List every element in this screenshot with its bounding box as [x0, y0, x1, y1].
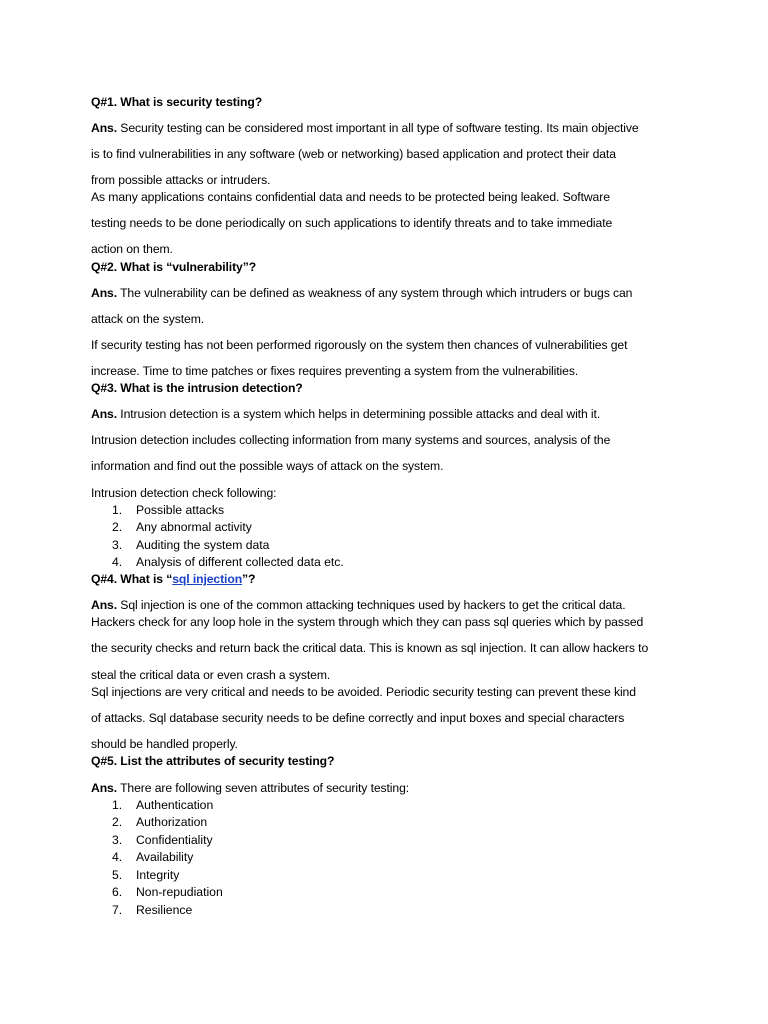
question-2-heading: Q#2. What is “vulnerability”?	[91, 260, 257, 274]
answer-1-line-4: As many applications contains confidential data and needs to be protected being leaked. Software	[91, 190, 610, 204]
answer-label: Ans.	[91, 407, 118, 421]
answer-text: Intrusion detection is a system which helps in determining possible attacks and deal with it.	[117, 407, 601, 421]
list-item: 2. Authorization	[112, 815, 208, 829]
list-item: 3. Confidentiality	[112, 833, 213, 847]
list-item: 4. Analysis of different collected data etc.	[112, 555, 344, 569]
answer-text: Sql injection is one of the common attacking techniques used by hackers to get the critical data.	[117, 598, 626, 612]
answer-4-line-2: Hackers check for any loop hole in the system through which they can pass sql queries which by passed	[91, 615, 644, 629]
list-item: 1. Authentication	[112, 798, 214, 812]
answer-1-line-3: from possible attacks or intruders.	[91, 173, 271, 187]
list-item: 1. Possible attacks	[112, 503, 225, 517]
list-item: 4. Availability	[112, 850, 194, 864]
answer-2-line-2: attack on the system.	[91, 312, 205, 326]
answer-2-line-1	[91, 286, 632, 300]
answer-4-line-3: the security checks and return back the critical data. This is known as sql injection. It can allow hackers to	[91, 641, 649, 655]
answer-1-line-6: action on them.	[91, 242, 173, 256]
answer-2-line-4: increase. Time to time patches or fixes requires preventing a system from the vulnerabilities.	[91, 364, 579, 378]
list-item: 2. Any abnormal activity	[112, 520, 252, 534]
answer-3-line-2: Intrusion detection includes collecting information from many systems and sources, analysis of the	[91, 433, 611, 447]
answer-4-line-5: Sql injections are very critical and needs to be avoided. Periodic security testing can prevent these kind	[91, 685, 636, 699]
answer-label: Ans.	[91, 121, 118, 135]
answer-2-line-3: If security testing has not been performed rigorously on the system then chances of vulnerabilities get	[91, 338, 628, 352]
question-1-heading: Q#1. What is security testing?	[91, 95, 263, 109]
question-3-heading: Q#3. What is the intrusion detection?	[91, 381, 303, 395]
answer-label: Ans.	[91, 286, 118, 300]
answer-4-line-7: should be handled properly.	[91, 737, 238, 751]
answer-1-line-5: testing needs to be done periodically on such applications to identify threats and to take immediate	[91, 216, 613, 230]
answer-3-line-1	[91, 407, 600, 421]
sql-injection-link[interactable]: sql injection	[172, 572, 243, 586]
answer-5-line-1	[91, 781, 409, 795]
answer-text: There are following seven attributes of security testing:	[117, 781, 410, 795]
answer-4-line-6: of attacks. Sql database security needs to be define correctly and input boxes and special characters	[91, 711, 625, 725]
answer-4-line-4: steal the critical data or even crash a system.	[91, 668, 331, 682]
answer-1-line-1	[91, 121, 639, 135]
answer-3-line-3: information and find out the possible ways of attack on the system.	[91, 459, 444, 473]
answer-label: Ans.	[91, 598, 118, 612]
list-item: 5. Integrity	[112, 868, 180, 882]
question-4-heading: Q#4. What is “sql injection”?	[91, 572, 256, 586]
answer-4-line-1	[91, 598, 625, 612]
answer-3-line-4: Intrusion detection check following:	[91, 486, 277, 500]
answer-label: Ans.	[91, 781, 118, 795]
answer-1-line-2: is to find vulnerabilities in any software (web or networking) based application and protect their data	[91, 147, 616, 161]
answer-text: The vulnerability can be defined as weakness of any system through which intruders or bugs can	[117, 286, 633, 300]
list-item: 7. Resilience	[112, 903, 193, 917]
list-item: 6. Non-repudiation	[112, 885, 223, 899]
question-5-heading: Q#5. List the attributes of security testing?	[91, 754, 335, 768]
list-item: 3. Auditing the system data	[112, 538, 270, 552]
answer-text: Security testing can be considered most important in all type of software testing. Its main objective	[117, 121, 639, 135]
